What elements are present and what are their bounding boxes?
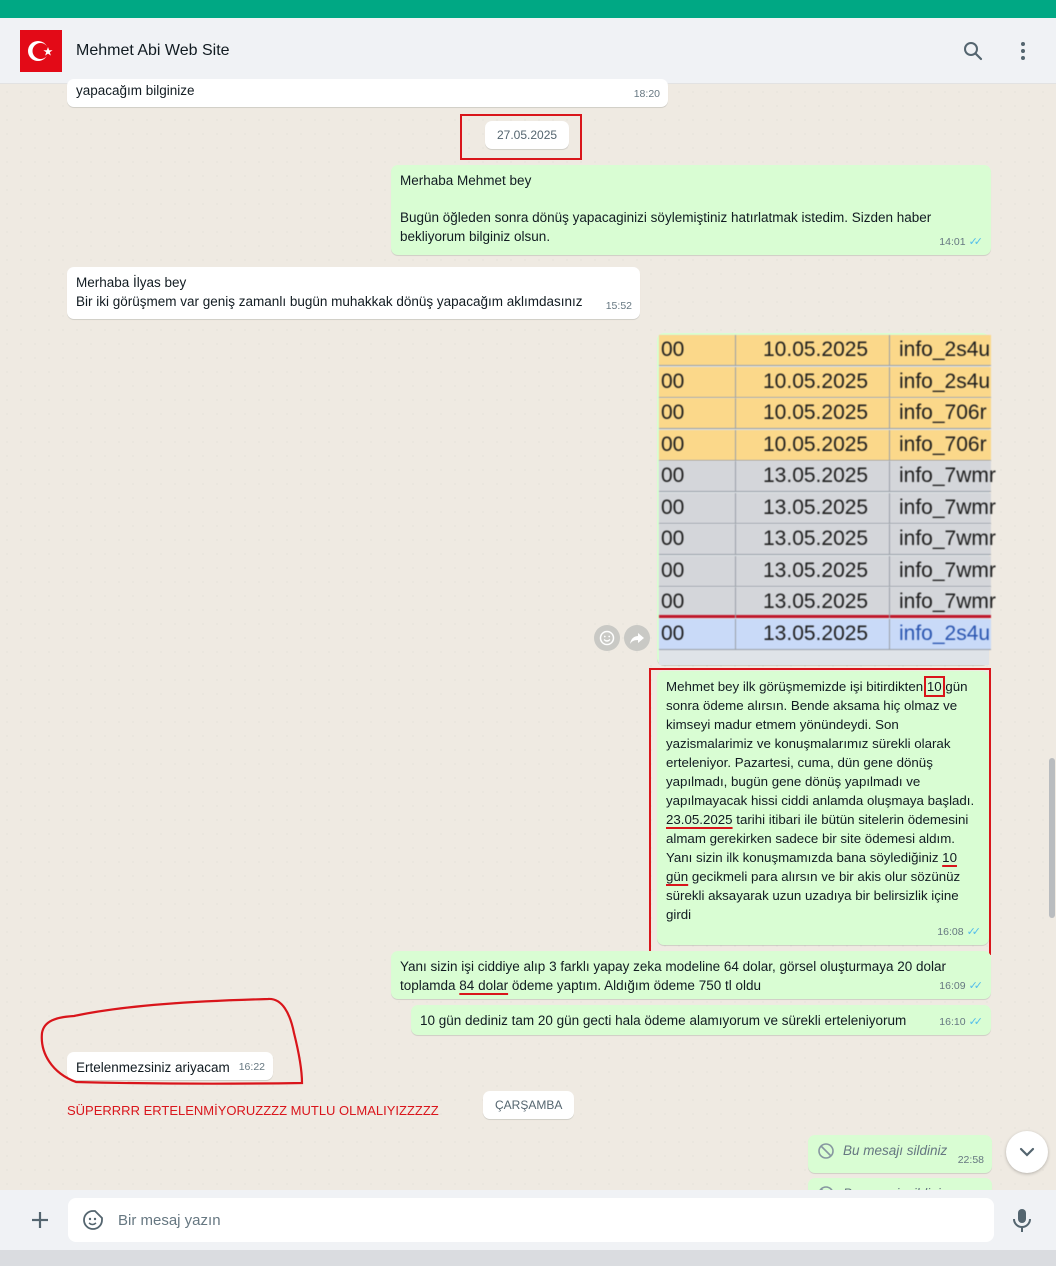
hand-drawn-circle: [36, 993, 308, 1089]
message-incoming[interactable]: [67, 79, 668, 107]
sheet-cell-info: info_2s4u: [899, 338, 991, 361]
chevron-down-icon: [1019, 1147, 1035, 1157]
sheet-row: [659, 524, 996, 555]
message-text: Bu mesajı sildiniz: [843, 1143, 948, 1158]
message-input[interactable]: [118, 1198, 968, 1242]
sheet-row: [659, 335, 991, 366]
sheet-cell-info: info_706r: [899, 401, 987, 424]
sheet-cell-date: 13.05.2025: [763, 558, 869, 582]
sheet-cell-info: info_7wmr: [899, 495, 996, 519]
message-text: Ertelenmezsiniz ariyacam: [76, 1060, 230, 1075]
message-text: Yanı sizin işi ciddiye alıp 3 farklı yapay zeka modeline 64 dolar, görsel oluşturmaya 20 dolar toplamda 84 dolar ödeme yaptım. Aldığım ödeme 750 tl oldu: [400, 959, 947, 993]
sheet-cell-info: info_2s4u: [899, 621, 991, 645]
app-top-bar: [0, 0, 1056, 18]
sheet-cell-info: info_2s4u: [899, 369, 991, 393]
message-text: Bir iki görüşmem var geniş zamanlı bugün muhakkak dönüş yapacağım aklımdasınız: [76, 294, 583, 309]
double-check-icon: ✓✓: [968, 1016, 979, 1028]
underlined-amount: 84 dolar: [459, 978, 509, 993]
message-text: Merhaba Mehmet bey: [400, 173, 532, 188]
sheet-row: [659, 493, 996, 524]
message-time: 16:22: [238, 1061, 265, 1073]
message-outgoing-deleted[interactable]: [808, 1135, 992, 1173]
sheet-cell-date: 10.05.2025: [763, 401, 869, 424]
message-time: 16:10: [939, 1016, 966, 1028]
message-meta: [939, 1013, 983, 1032]
message-outgoing[interactable]: [391, 951, 991, 999]
contact-name[interactable]: Mehmet Abi Web Site: [76, 42, 230, 59]
message-time: 15:52: [605, 300, 632, 312]
block-icon: [817, 1142, 835, 1160]
sheet-row: [659, 587, 996, 618]
sheet-row: [659, 367, 991, 398]
sheet-cell: 00: [661, 369, 685, 393]
chat-header: [0, 18, 1056, 84]
message-text: Mehmet bey ilk görüşmemizde işi bitirdikten 10 gün sonra ödeme alırsın. Bende aksama hiç olmaz ve kimseyi madur etmem yönündeydi. Son yazismalarimiz ve konuşmalarımız sürekli olarak erteleniyor. Pazartesi, cuma, dün gene dönüş yapılmadı, bugün gene dönüş yapılmadı ve yapılmayacak hissi ciddi anlamda oluşmaya başladı. 23.05.2025 tarihi itibari ile bütün sitelerin ödemesini almam gerekirken sadece bir site ödemesi aldım. Yanı sizin ilk konuşmamızda bana söylediğiniz 10 gün gecikmeli para alırsın ve bir akis olur sözünüz sürekli aksayarak uzun uzadıya bir belirsizlik içine girdi: [666, 679, 975, 922]
sheet-cell-date: 10.05.2025: [763, 338, 869, 361]
sheet-cell-date: 13.05.2025: [763, 590, 869, 613]
highlighted-number: 10: [926, 679, 942, 694]
sheet-cell: 00: [661, 401, 685, 424]
image-message[interactable]: [657, 333, 996, 665]
message-time: 22:58: [957, 1154, 984, 1166]
message-input-box[interactable]: [68, 1198, 994, 1242]
sheet-row: [659, 556, 996, 587]
message-time: 16:08: [937, 926, 964, 938]
sheet-cell: 00: [661, 590, 685, 613]
sheet-cell-date: 10.05.2025: [763, 369, 869, 393]
message-time: 16:09: [939, 980, 966, 992]
message-time: 18:20: [633, 88, 660, 100]
sheet-cell-date: 13.05.2025: [763, 621, 869, 645]
date-separator: ÇARŞAMBA: [483, 1091, 574, 1119]
sheet-cell: 00: [661, 338, 685, 361]
sheet-cell: 00: [661, 527, 685, 550]
sheet-row: [659, 430, 991, 461]
sheet-cell: 00: [661, 621, 685, 645]
search-icon[interactable]: [960, 38, 986, 64]
sheet-cell-date: 13.05.2025: [763, 527, 869, 550]
sticker-emoji-icon[interactable]: [82, 1209, 104, 1231]
turkish-flag-icon: [20, 30, 62, 72]
double-check-icon: ✓✓: [968, 236, 979, 248]
message-outgoing[interactable]: [411, 1005, 991, 1035]
scrollbar[interactable]: [1049, 758, 1055, 918]
chat-area[interactable]: [0, 85, 1056, 1190]
message-meta: [939, 977, 983, 996]
message-text: yapacağım bilginize: [76, 83, 195, 98]
message-text: Bugün öğleden sonra dönüş yapacaginizi söylemiştiniz hatırlatmak istedim. Sizden haber bekliyorum bilginiz olsun.: [400, 210, 932, 244]
avatar[interactable]: [20, 30, 62, 72]
message-text: 10 gün dediniz tam 20 gün gecti hala ödeme alamıyorum ve sürekli erteleniyorum: [420, 1013, 907, 1028]
sheet-row: [659, 619, 991, 650]
sheet-cell: 00: [661, 558, 685, 582]
double-check-icon: ✓✓: [968, 980, 979, 992]
scroll-down-button[interactable]: [1006, 1131, 1048, 1173]
annotation-text: SÜPERRRR ERTELENMİYORUZZZZ MUTLU OLMALIYIZZZZZ: [67, 1103, 439, 1118]
sheet-cell-info: info_706r: [899, 432, 987, 456]
sheet-cell: 00: [661, 495, 685, 519]
double-check-icon: ✓✓: [966, 926, 977, 938]
date-separator: 27.05.2025: [485, 121, 569, 149]
sheet-cell-info: info_7wmr: [899, 590, 996, 613]
forward-icon[interactable]: [624, 625, 650, 651]
sheet-cell-info: info_7wmr: [899, 527, 996, 550]
react-emoji-icon[interactable]: [594, 625, 620, 651]
microphone-icon[interactable]: [1012, 1208, 1032, 1234]
sheet-cell-date: 10.05.2025: [763, 432, 869, 456]
message-incoming[interactable]: [67, 267, 640, 319]
underlined-date: 23.05.2025: [666, 812, 733, 827]
annotation-box: [649, 668, 991, 955]
sheet-row: [659, 398, 991, 429]
message-outgoing[interactable]: [391, 165, 991, 255]
underlined-days: 10 gün: [666, 850, 957, 884]
sheet-cell-info: info_7wmr: [899, 464, 996, 487]
window-bottom-edge: [0, 1250, 1056, 1266]
sheet-cell-date: 13.05.2025: [763, 464, 869, 487]
message-time: 14:01: [939, 236, 966, 248]
sheet-cell-date: 13.05.2025: [763, 495, 869, 519]
message-meta: [939, 233, 983, 252]
sheet-cell: 00: [661, 464, 685, 487]
more-vertical-icon[interactable]: [1010, 38, 1036, 64]
attach-plus-icon[interactable]: [28, 1208, 52, 1232]
compose-bar: [0, 1190, 1056, 1250]
sheet-cell: 00: [661, 432, 685, 456]
sheet-cell-info: info_7wmr: [899, 558, 996, 582]
annotation-box: [460, 114, 582, 160]
message-text: Merhaba İlyas bey: [76, 275, 187, 290]
spreadsheet-screenshot: [659, 335, 996, 665]
sheet-row: [659, 461, 996, 492]
